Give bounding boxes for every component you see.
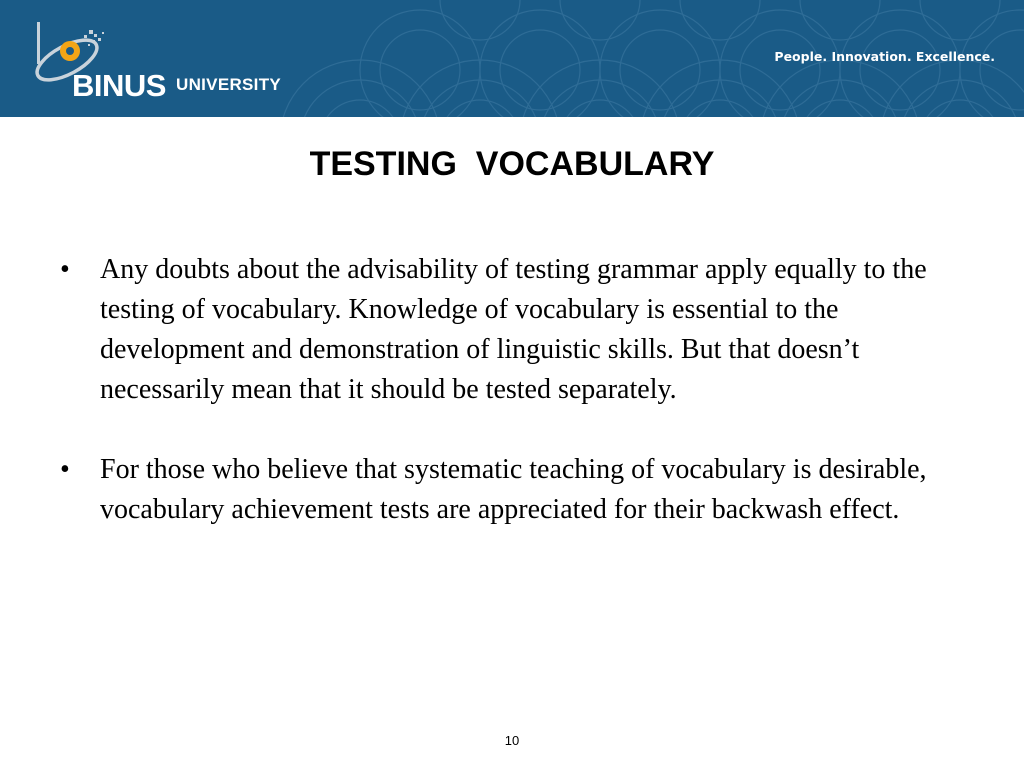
tagline: People. Innovation. Excellence. [774, 49, 995, 64]
bullet-icon: • [60, 454, 70, 485]
bullet-list [60, 250, 960, 570]
binus-logo [22, 20, 302, 105]
header-banner [0, 0, 1024, 117]
bullet-item [60, 250, 960, 410]
page-number: 10 [504, 733, 520, 748]
bullet-item [60, 450, 960, 530]
bullet-icon: • [60, 254, 70, 285]
bullet-text: For those who believe that systematic teaching of vocabulary is desirable, vocabulary achievement tests are appreciated for their backwash effect. [100, 454, 927, 525]
brand-suffix: UNIVERSITY [176, 75, 282, 94]
bullet-text: Any doubts about the advisability of testing grammar apply equally to the testing of vocabulary. Knowledge of vocabulary is essential to the development and demonstration of linguistic skills. But that doesn’t necessarily mean that it should be tested separately. [100, 254, 927, 405]
brand-name: BINUS [72, 68, 166, 103]
slide-title: TESTING VOCABULARY [309, 145, 715, 183]
